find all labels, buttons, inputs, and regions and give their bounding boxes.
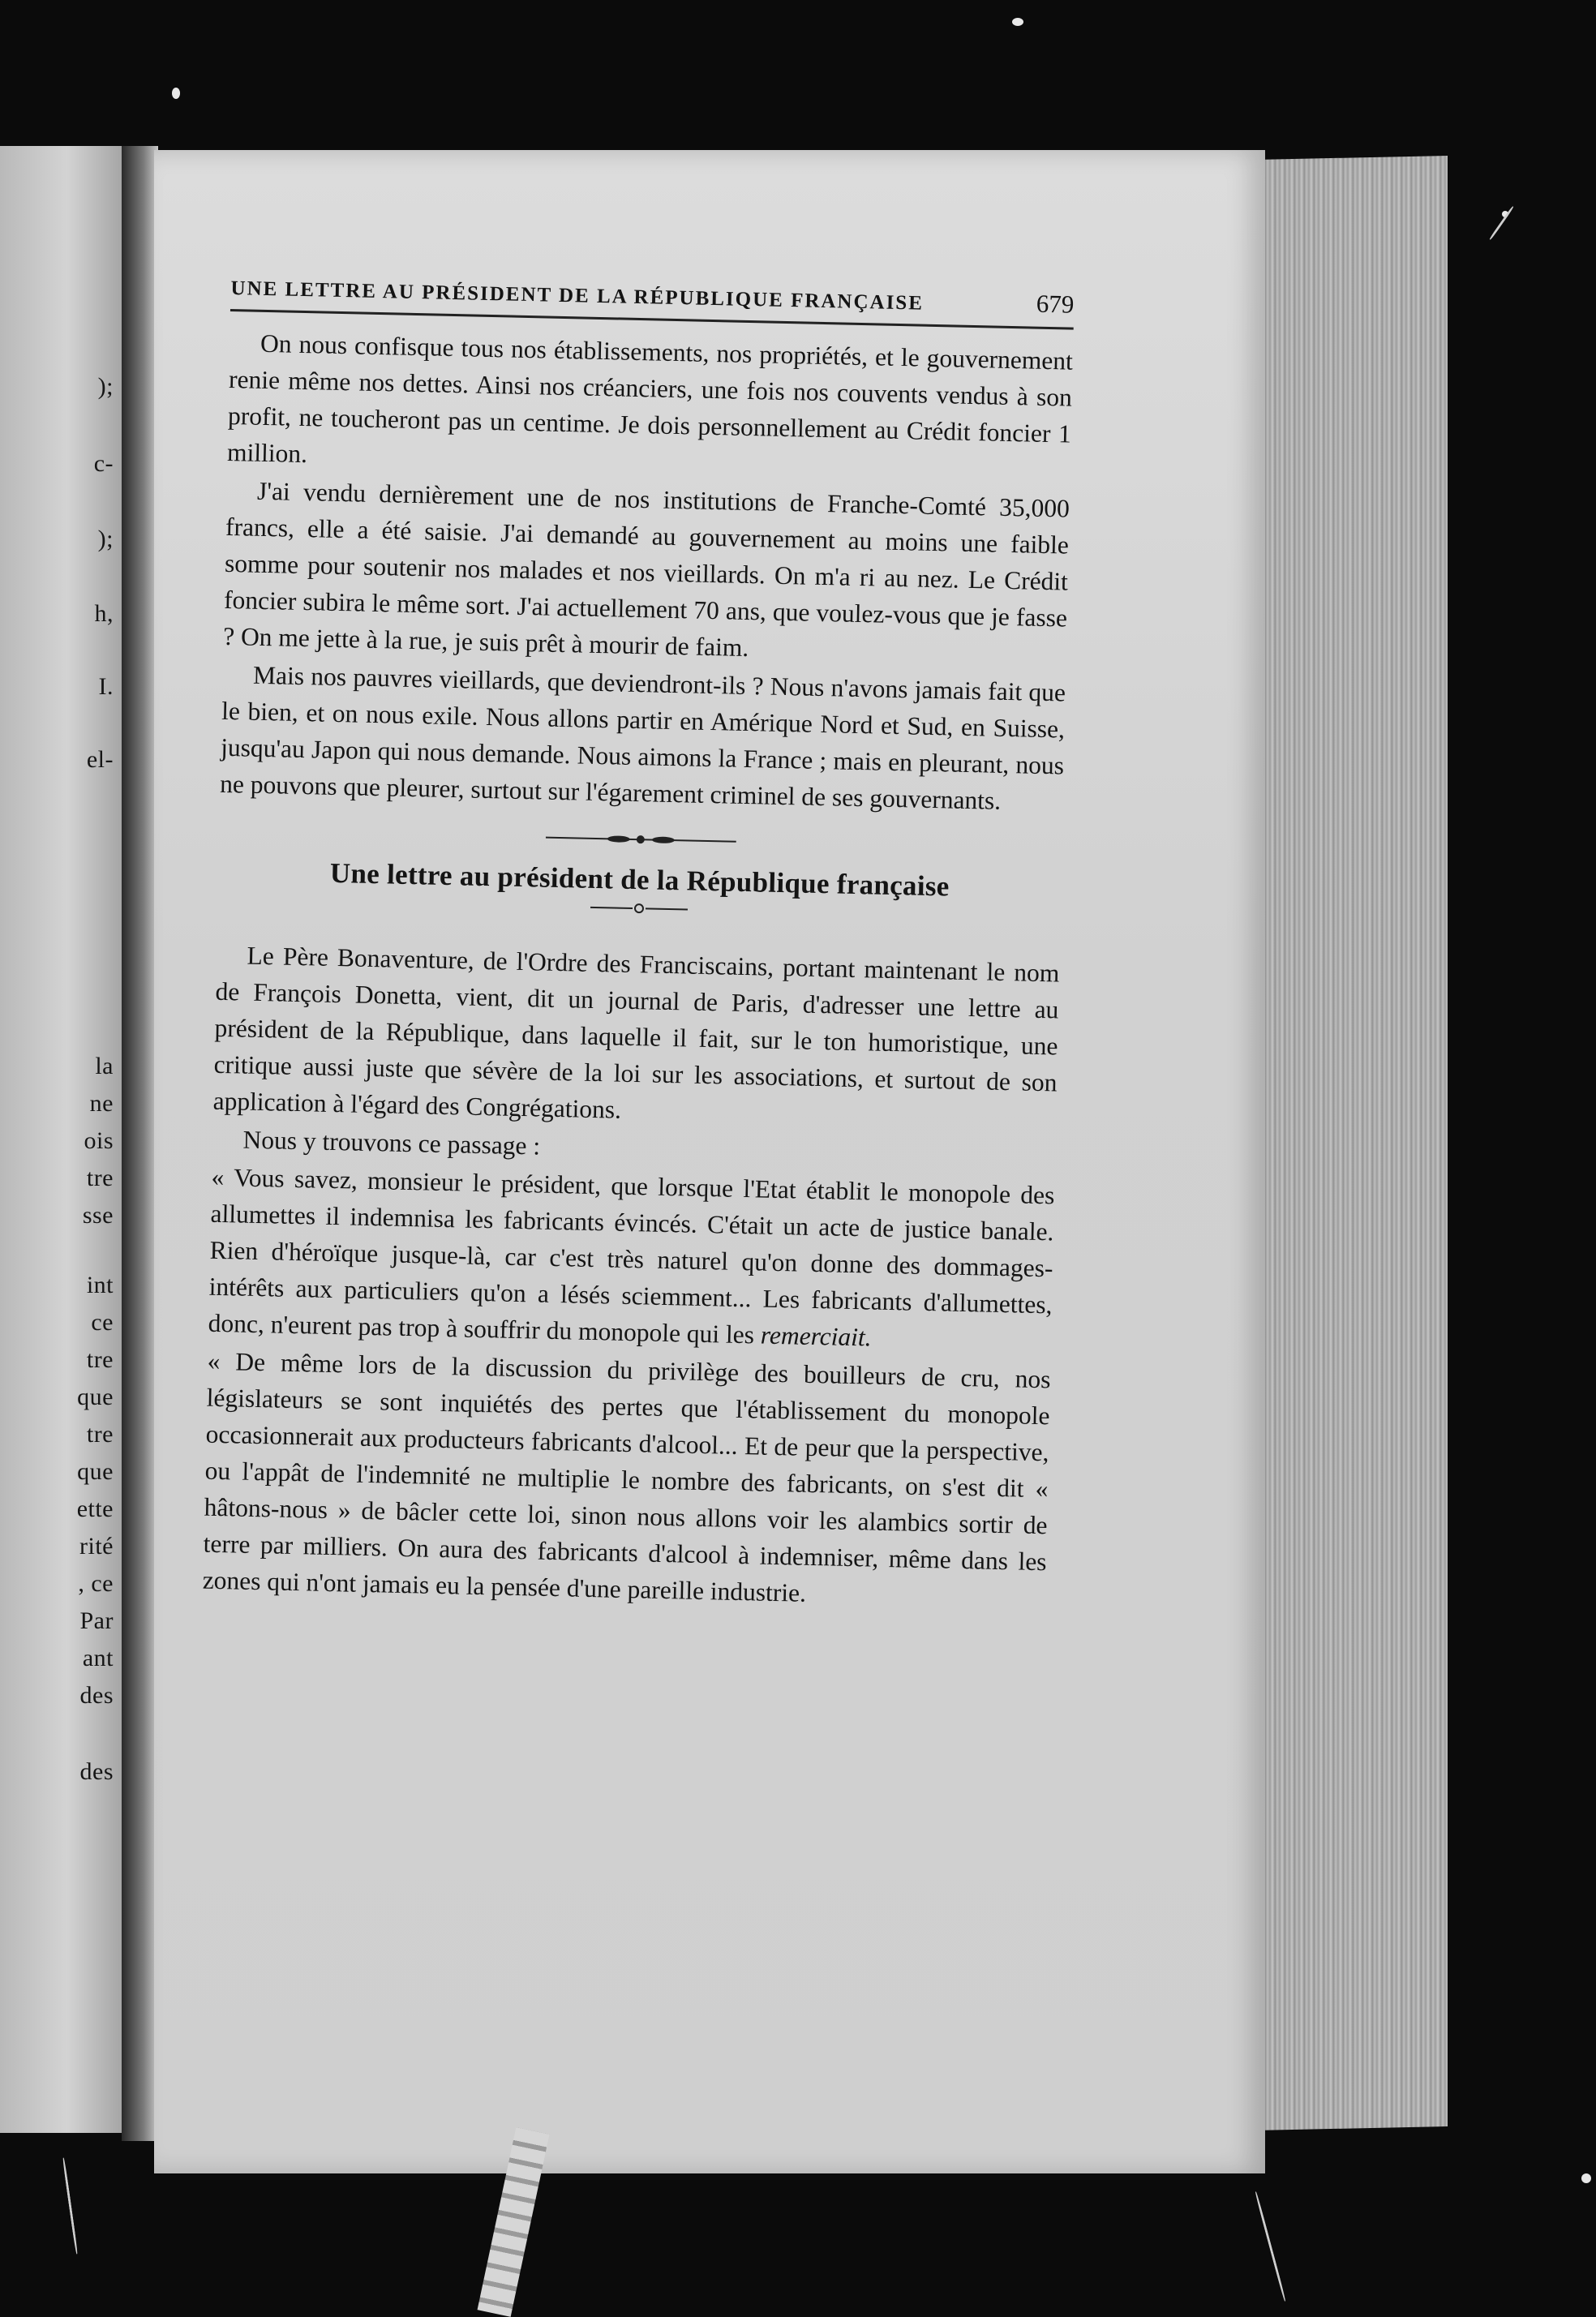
left-text-fragment: que — [77, 1458, 114, 1485]
left-text-fragment: ois — [84, 1127, 114, 1154]
left-text-fragment: la — [95, 1053, 114, 1079]
dust-speck — [1012, 18, 1023, 26]
left-text-fragment: ); — [97, 373, 114, 400]
left-text-fragment: , ce — [78, 1570, 114, 1597]
left-text-fragment: tre — [86, 1346, 114, 1373]
left-text-fragment: el- — [86, 746, 114, 773]
running-title: UNE LETTRE AU PRÉSIDENT DE LA RÉPUBLIQUE FRANÇAISE — [230, 277, 925, 315]
left-text-fragment: Par — [79, 1607, 114, 1634]
left-text-fragment: tre — [86, 1165, 114, 1191]
quote-text: « Vous savez, monsieur le président, que lorsque l'Etat établit le monopole des allumettes il indemnisa les fabricants évincés. C'était un acte de justice banale. Rien d'héroïque jusque-là, car c'est très naturel qu'on donne des dommages-intérêts aux particuliers qu'on a lésés sciemment... Les fabricants d'allumettes, donc, n'eurent pas trop à souffrir du monopole qui les — [208, 1162, 1055, 1349]
paragraph: Mais nos pauvres vieillards, que deviendront-ils ? Nous n'avons jamais fait que le bien, et on nous exile. Nous allons partir en Amérique Nord et Sud, en Suisse, jusqu'au Japon qui nous demande. Nous aimons la France ; mais en pleurant, nous ne pouvons que pleurer, surtout sur l'égarement criminel de ses gouvernants. — [219, 660, 1066, 815]
left-text-fragment: rité — [79, 1533, 114, 1560]
quote-paragraph: « De même lors de la discussion du privilège des bouilleurs de cru, nos législateurs se sont inquiétés des pertes que l'établissement du monopole occasionnerait aux producteurs fabricants d'alcool... Et de peur que la perspective, ou l'appât de l'indemnité ne multiplie le nombre des fabricants, on s'est dit « hâtons-nous » de bâcler cette loi, sinon nous allons voir les alambics sortir de terre par milliers. On aura des fabricants d'alcool à indemniser, même dans les zones qui n'ont jamais eu la pensée d'une pareille industrie. — [202, 1346, 1051, 1607]
left-page-text — [0, 146, 122, 2133]
ornament-divider-icon — [545, 832, 736, 847]
left-text-fragment: que — [77, 1384, 114, 1410]
left-text-fragment: h, — [94, 600, 114, 627]
article-paragraph: Le Père Bonaventure, de l'Ordre des Franciscains, portant maintenant le nom de François Donetta, vient, dit un journal de Paris, d'adresser une lettre au président de la République, dans laquelle il fait, sur le ton humoristique, une critique aussi juste que sévère de la loi sur les associations, et surtout de son application à l'égard des Congrégations. — [212, 941, 1060, 1124]
dust-hair — [1489, 206, 1514, 241]
article-heading: Une lettre au président de la République française — [329, 856, 950, 903]
article-paragraph: Nous y trouvons ce passage : — [242, 1125, 541, 1161]
running-head — [230, 272, 1075, 330]
page-number: 679 — [1036, 289, 1075, 319]
quote-paragraph — [208, 1159, 1055, 1360]
paragraph: J'ai vendu dernièrement une de nos institutions de Franche-Comté 35,000 francs, elle a été saisie. J'ai demandé au gouvernement au moins une faible somme pour soutenir nos malades et nos vieillards. On m'a ri au nez. Le Crédit foncier subira le même sort. J'ai actuellement 70 ans, que voulez-vous que je fasse ? On me jette à la rue, je suis prêt à mourir de faim. — [222, 476, 1070, 663]
left-text-fragment: I. — [98, 673, 114, 700]
left-text-fragment: int — [86, 1272, 114, 1298]
small-rule-icon — [590, 902, 688, 916]
quote-italic-word: remerciait. — [760, 1320, 872, 1352]
paragraph: On nous confisque tous nos établissements, nos propriétés, et le gouvernement renie même nos dettes. Ainsi nos créanciers, une fois nos couvents vendus à son profit, ne toucheront pas un centime. Je dois personnellement au Crédit foncier 1 million. — [226, 328, 1074, 469]
left-text-fragment: des — [79, 1682, 114, 1709]
left-text-fragment: c- — [93, 450, 114, 477]
page-content — [202, 272, 1074, 1616]
left-text-fragment: ce — [91, 1309, 114, 1336]
left-text-fragment: des — [79, 1758, 114, 1785]
left-text-fragment: ne — [89, 1090, 114, 1117]
left-text-fragment: tre — [86, 1421, 114, 1448]
left-text-fragment: ); — [97, 526, 114, 552]
dust-hair — [62, 2157, 79, 2254]
book-spine-shadow — [122, 146, 158, 2141]
dust-hair — [1255, 2191, 1286, 2302]
left-text-fragment: sse — [82, 1202, 114, 1229]
book-page — [154, 150, 1265, 2173]
left-page — [0, 146, 122, 2133]
dust-speck — [1581, 2173, 1591, 2183]
left-text-fragment: ant — [82, 1645, 114, 1671]
left-text-fragment: ette — [76, 1495, 114, 1522]
section-ornament — [219, 825, 1062, 859]
dust-speck — [172, 88, 180, 99]
